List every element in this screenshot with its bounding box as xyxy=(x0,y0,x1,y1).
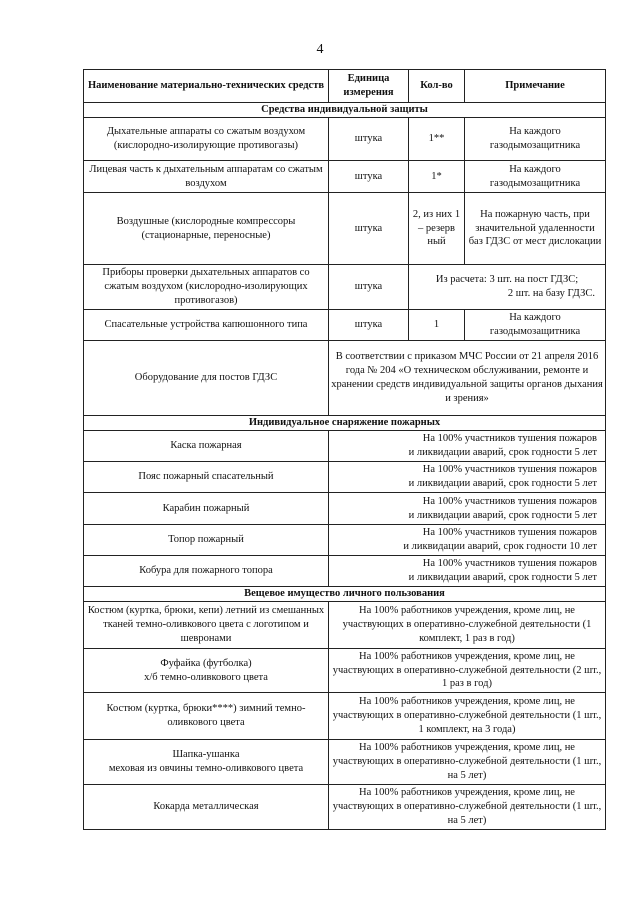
item-qty: 2, из них 1 – резерв ный xyxy=(409,193,465,265)
item-note: На каждого газодымозащитника xyxy=(465,118,606,161)
note-line: и ликвидации аварий, срок годности 5 лет xyxy=(408,572,597,583)
item-name xyxy=(84,740,329,785)
item-name: Спасательные устройства капюшонного типа xyxy=(84,310,329,341)
item-name: Оборудование для постов ГДЗС xyxy=(84,341,329,416)
item-name: Воздушные (кислородные компрессоры (стационарные, переносные) xyxy=(84,193,329,265)
table-row xyxy=(84,602,606,649)
item-note: На 100% работников учреждения, кроме лиц, не участвующих в оперативно-служебной деятельности (1 комплект, 1 раз в год) xyxy=(329,602,606,649)
section-title: Индивидуальное снаряжение пожарных xyxy=(84,416,606,431)
item-unit: штука xyxy=(329,193,409,265)
item-name: Пояс пожарный спасательный xyxy=(84,462,329,493)
name-line: х/б темно-оливкового цвета xyxy=(144,671,268,683)
item-name: Дыхательные аппараты со сжатым воздухом (кислородно-изолирующие противогазы) xyxy=(84,118,329,161)
table-row xyxy=(84,462,606,493)
item-unit: штука xyxy=(329,265,409,310)
table-row xyxy=(84,431,606,462)
header-qty: Кол-во xyxy=(409,70,465,103)
note-line: и ликвидации аварий, срок годности 10 лет xyxy=(403,541,597,552)
item-qty: 1 xyxy=(409,310,465,341)
item-note: На каждого газодымозащитника xyxy=(465,310,606,341)
page-number: 4 xyxy=(316,42,324,57)
table-row xyxy=(84,693,606,740)
note-line: 2 шт. на базу ГДЗС. xyxy=(507,288,595,299)
table-row xyxy=(84,649,606,693)
table-row xyxy=(84,493,606,525)
item-name: Каска пожарная xyxy=(84,431,329,462)
header-note: Примечание xyxy=(465,70,606,103)
table-row xyxy=(84,785,606,830)
table-row xyxy=(84,161,606,193)
note-line: и ликвидации аварий, срок годности 5 лет xyxy=(408,509,597,521)
item-unit: штука xyxy=(329,161,409,193)
item-name: Карабин пожарный xyxy=(84,493,329,525)
equipment-table xyxy=(83,69,606,830)
table-row xyxy=(84,118,606,161)
item-note: В соответствии с приказом МЧС России от 21 апреля 2016 года № 204 «О техническом обслуживании, ремонте и хранении средств индивидуальной защиты органов дыхания и зрения» xyxy=(329,341,606,416)
item-name: Лицевая часть к дыхательным аппаратам со сжатым воздухом xyxy=(84,161,329,193)
item-note xyxy=(329,493,606,525)
item-note: На 100% работников учреждения, кроме лиц, не участвующих в оперативно-служебной деятельности (1 шт., на 5 лет) xyxy=(329,785,606,830)
section-title: Вещевое имущество личного пользования xyxy=(84,587,606,602)
note-line: На 100% участников тушения пожаров xyxy=(422,464,597,476)
header-unit: Единица измерения xyxy=(329,70,409,103)
header-name: Наименование материально-технических средств xyxy=(84,70,329,103)
item-note xyxy=(329,556,606,587)
table-row xyxy=(84,740,606,785)
table-row xyxy=(84,310,606,341)
item-note xyxy=(409,265,606,310)
item-note: На пожарную часть, при значительной удаленности баз ГДЗС от мест дислокации xyxy=(465,193,606,265)
item-qty: 1** xyxy=(409,118,465,161)
item-name: Приборы проверки дыхательных аппаратов со сжатым воздухом (кислородно-изолирующих противогазов) xyxy=(84,265,329,310)
item-unit: штука xyxy=(329,310,409,341)
table-row xyxy=(84,265,606,310)
note-line: и ликвидации аварий, срок годности 5 лет xyxy=(408,478,597,489)
section-row xyxy=(84,416,606,431)
table-row xyxy=(84,193,606,265)
note-line: На 100% участников тушения пожаров xyxy=(422,433,597,445)
name-line: Фуфайка (футболка) xyxy=(160,657,252,669)
item-note: На каждого газодымозащитника xyxy=(465,161,606,193)
note-line: На 100% участников тушения пожаров xyxy=(422,527,597,539)
item-note xyxy=(329,462,606,493)
item-name: Костюм (куртка, брюки****) зимний темно-оливкового цвета xyxy=(84,693,329,740)
header-row xyxy=(84,70,606,103)
item-name: Костюм (куртка, брюки, кепи) летний из смешанных тканей темно-оливкового цвета с логотипом и шевронами xyxy=(84,602,329,649)
item-unit: штука xyxy=(329,118,409,161)
table-row xyxy=(84,556,606,587)
note-line: На 100% участников тушения пожаров xyxy=(422,495,597,507)
note-line: и ликвидации аварий, срок годности 5 лет xyxy=(408,447,597,458)
name-line: меховая из овчины темно-оливкового цвета xyxy=(108,763,304,774)
section-row xyxy=(84,587,606,602)
table-row xyxy=(84,525,606,556)
table-row xyxy=(84,341,606,416)
section-title: Средства индивидуальной защиты xyxy=(84,103,606,118)
item-note: На 100% работников учреждения, кроме лиц, не участвующих в оперативно-служебной деятельности (2 шт., 1 раз в год) xyxy=(329,649,606,693)
note-line: Из расчета: 3 шт. на пост ГДЗС; xyxy=(435,274,579,286)
item-note: На 100% работников учреждения, кроме лиц, не участвующих в оперативно-служебной деятельности (1 шт., 1 комплект, на 3 года) xyxy=(329,693,606,740)
item-name: Кокарда металлическая xyxy=(84,785,329,830)
name-line: Шапка-ушанка xyxy=(172,749,240,761)
item-name: Кобура для пожарного топора xyxy=(84,556,329,587)
section-row xyxy=(84,103,606,118)
note-line: На 100% участников тушения пожаров xyxy=(422,558,597,570)
item-note xyxy=(329,431,606,462)
item-name xyxy=(84,649,329,693)
item-name: Топор пожарный xyxy=(84,525,329,556)
item-note xyxy=(329,525,606,556)
item-qty: 1* xyxy=(409,161,465,193)
item-note: На 100% работников учреждения, кроме лиц, не участвующих в оперативно-служебной деятельности (1 шт., на 5 лет) xyxy=(329,740,606,785)
